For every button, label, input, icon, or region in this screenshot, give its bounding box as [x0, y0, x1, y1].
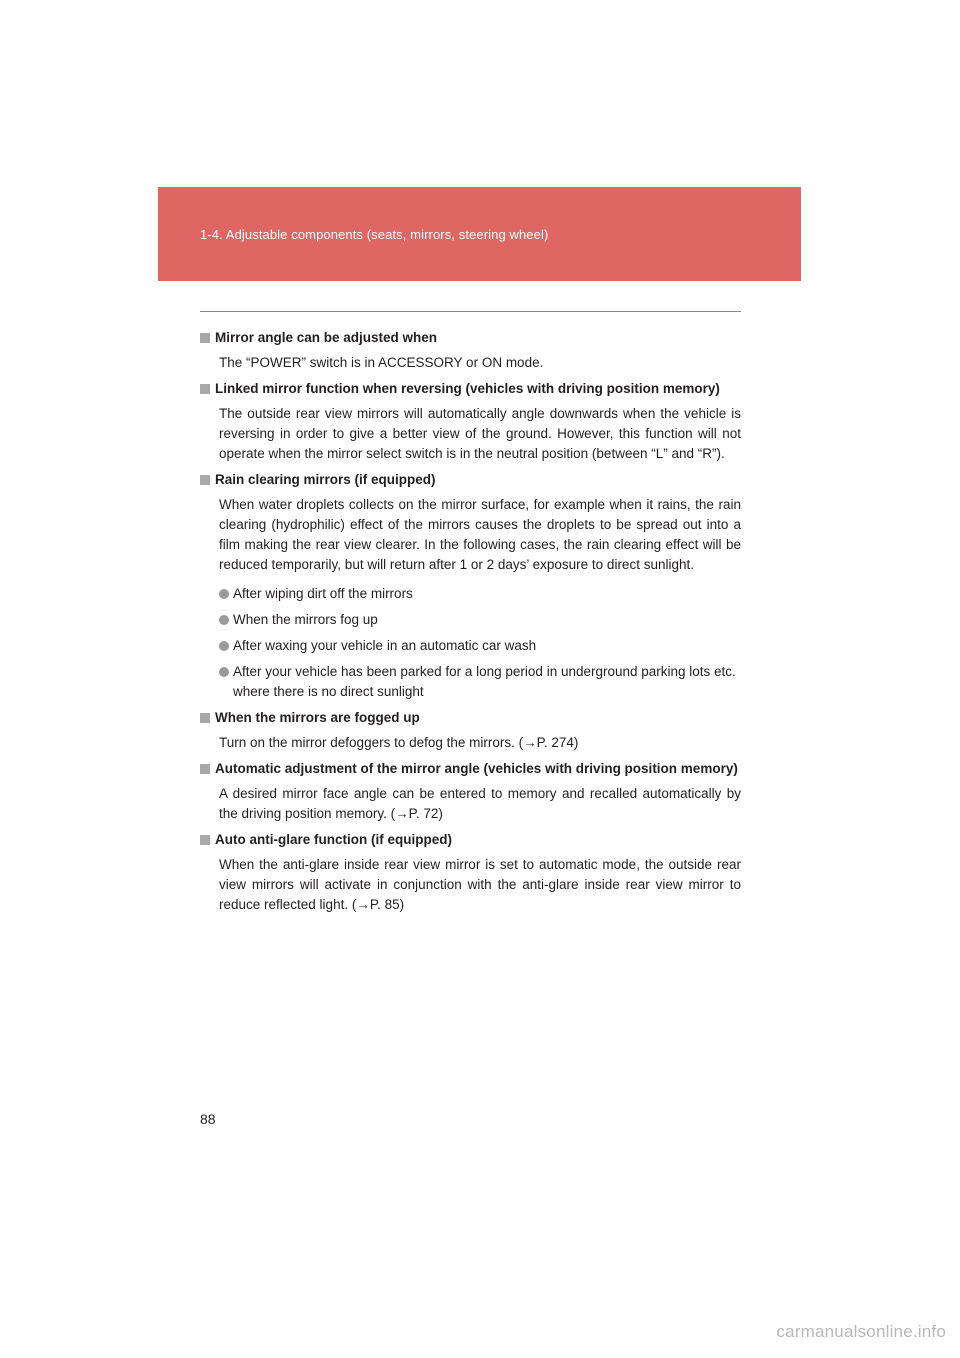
section-body: The outside rear view mirrors will automatically angle downwards when the vehicle is reversing in order to give a better view of the ground. However, this function will not operate when the mirror select switch is in the neutral position (between “L” and “R”). [219, 406, 741, 461]
section-body: When water droplets collects on the mirror surface, for example when it rains, the rain clearing (hydrophilic) effect of the mirrors causes the droplets to be spread out into a film making the rear view clearer. In the following cases, the rain clearing effect will be reduced temporarily, but will return after 1 or 2 days’ exposure to direct sunlight. [219, 497, 741, 572]
section-anti-glare [200, 830, 741, 915]
square-bullet-icon [200, 835, 210, 845]
round-bullet-icon [219, 615, 229, 625]
list-item: After waxing your vehicle in an automatic car wash [219, 636, 741, 656]
section-body: Turn on the mirror defoggers to defog the mirrors. (→P. 274) [219, 735, 579, 750]
section-linked-mirror [200, 379, 741, 464]
content [200, 328, 741, 921]
section-heading: Auto anti-glare function (if equipped) [200, 830, 741, 850]
section-rain-clearing [200, 470, 741, 702]
section-heading: Rain clearing mirrors (if equipped) [200, 470, 741, 490]
square-bullet-icon [200, 475, 210, 485]
page-number: 88 [200, 1111, 216, 1127]
section-title: 1-4. Adjustable components (seats, mirrors, steering wheel) [200, 227, 549, 242]
section-mirror-angle [200, 328, 741, 373]
list-item: After wiping dirt off the mirrors [219, 584, 741, 604]
watermark: carmanualsonline.info [776, 1322, 946, 1341]
section-auto-adjustment [200, 759, 741, 824]
section-body: A desired mirror face angle can be entered to memory and recalled automatically by the driving position memory. (→P. 72) [219, 786, 741, 821]
list-item: After your vehicle has been parked for a long period in underground parking lots etc. where there is no direct sunlight [219, 662, 741, 702]
section-fogged-up [200, 708, 741, 753]
bullet-list [219, 584, 741, 702]
square-bullet-icon [200, 764, 210, 774]
divider [200, 311, 741, 312]
round-bullet-icon [219, 667, 229, 677]
section-heading: When the mirrors are fogged up [200, 708, 741, 728]
section-body: The “POWER” switch is in ACCESSORY or ON mode. [219, 355, 544, 370]
square-bullet-icon [200, 384, 210, 394]
section-body: When the anti-glare inside rear view mirror is set to automatic mode, the outside rear view mirrors will activate in conjunction with the anti-glare inside rear view mirror to reduce reflected light. (→P. 85) [219, 857, 741, 912]
header-band [158, 187, 801, 281]
round-bullet-icon [219, 589, 229, 599]
round-bullet-icon [219, 641, 229, 651]
section-heading: Mirror angle can be adjusted when [200, 328, 741, 348]
square-bullet-icon [200, 713, 210, 723]
section-heading: Automatic adjustment of the mirror angle (vehicles with driving position memory) [200, 759, 741, 779]
section-heading: Linked mirror function when reversing (vehicles with driving position memory) [200, 379, 741, 399]
square-bullet-icon [200, 333, 210, 343]
list-item: When the mirrors fog up [219, 610, 741, 630]
